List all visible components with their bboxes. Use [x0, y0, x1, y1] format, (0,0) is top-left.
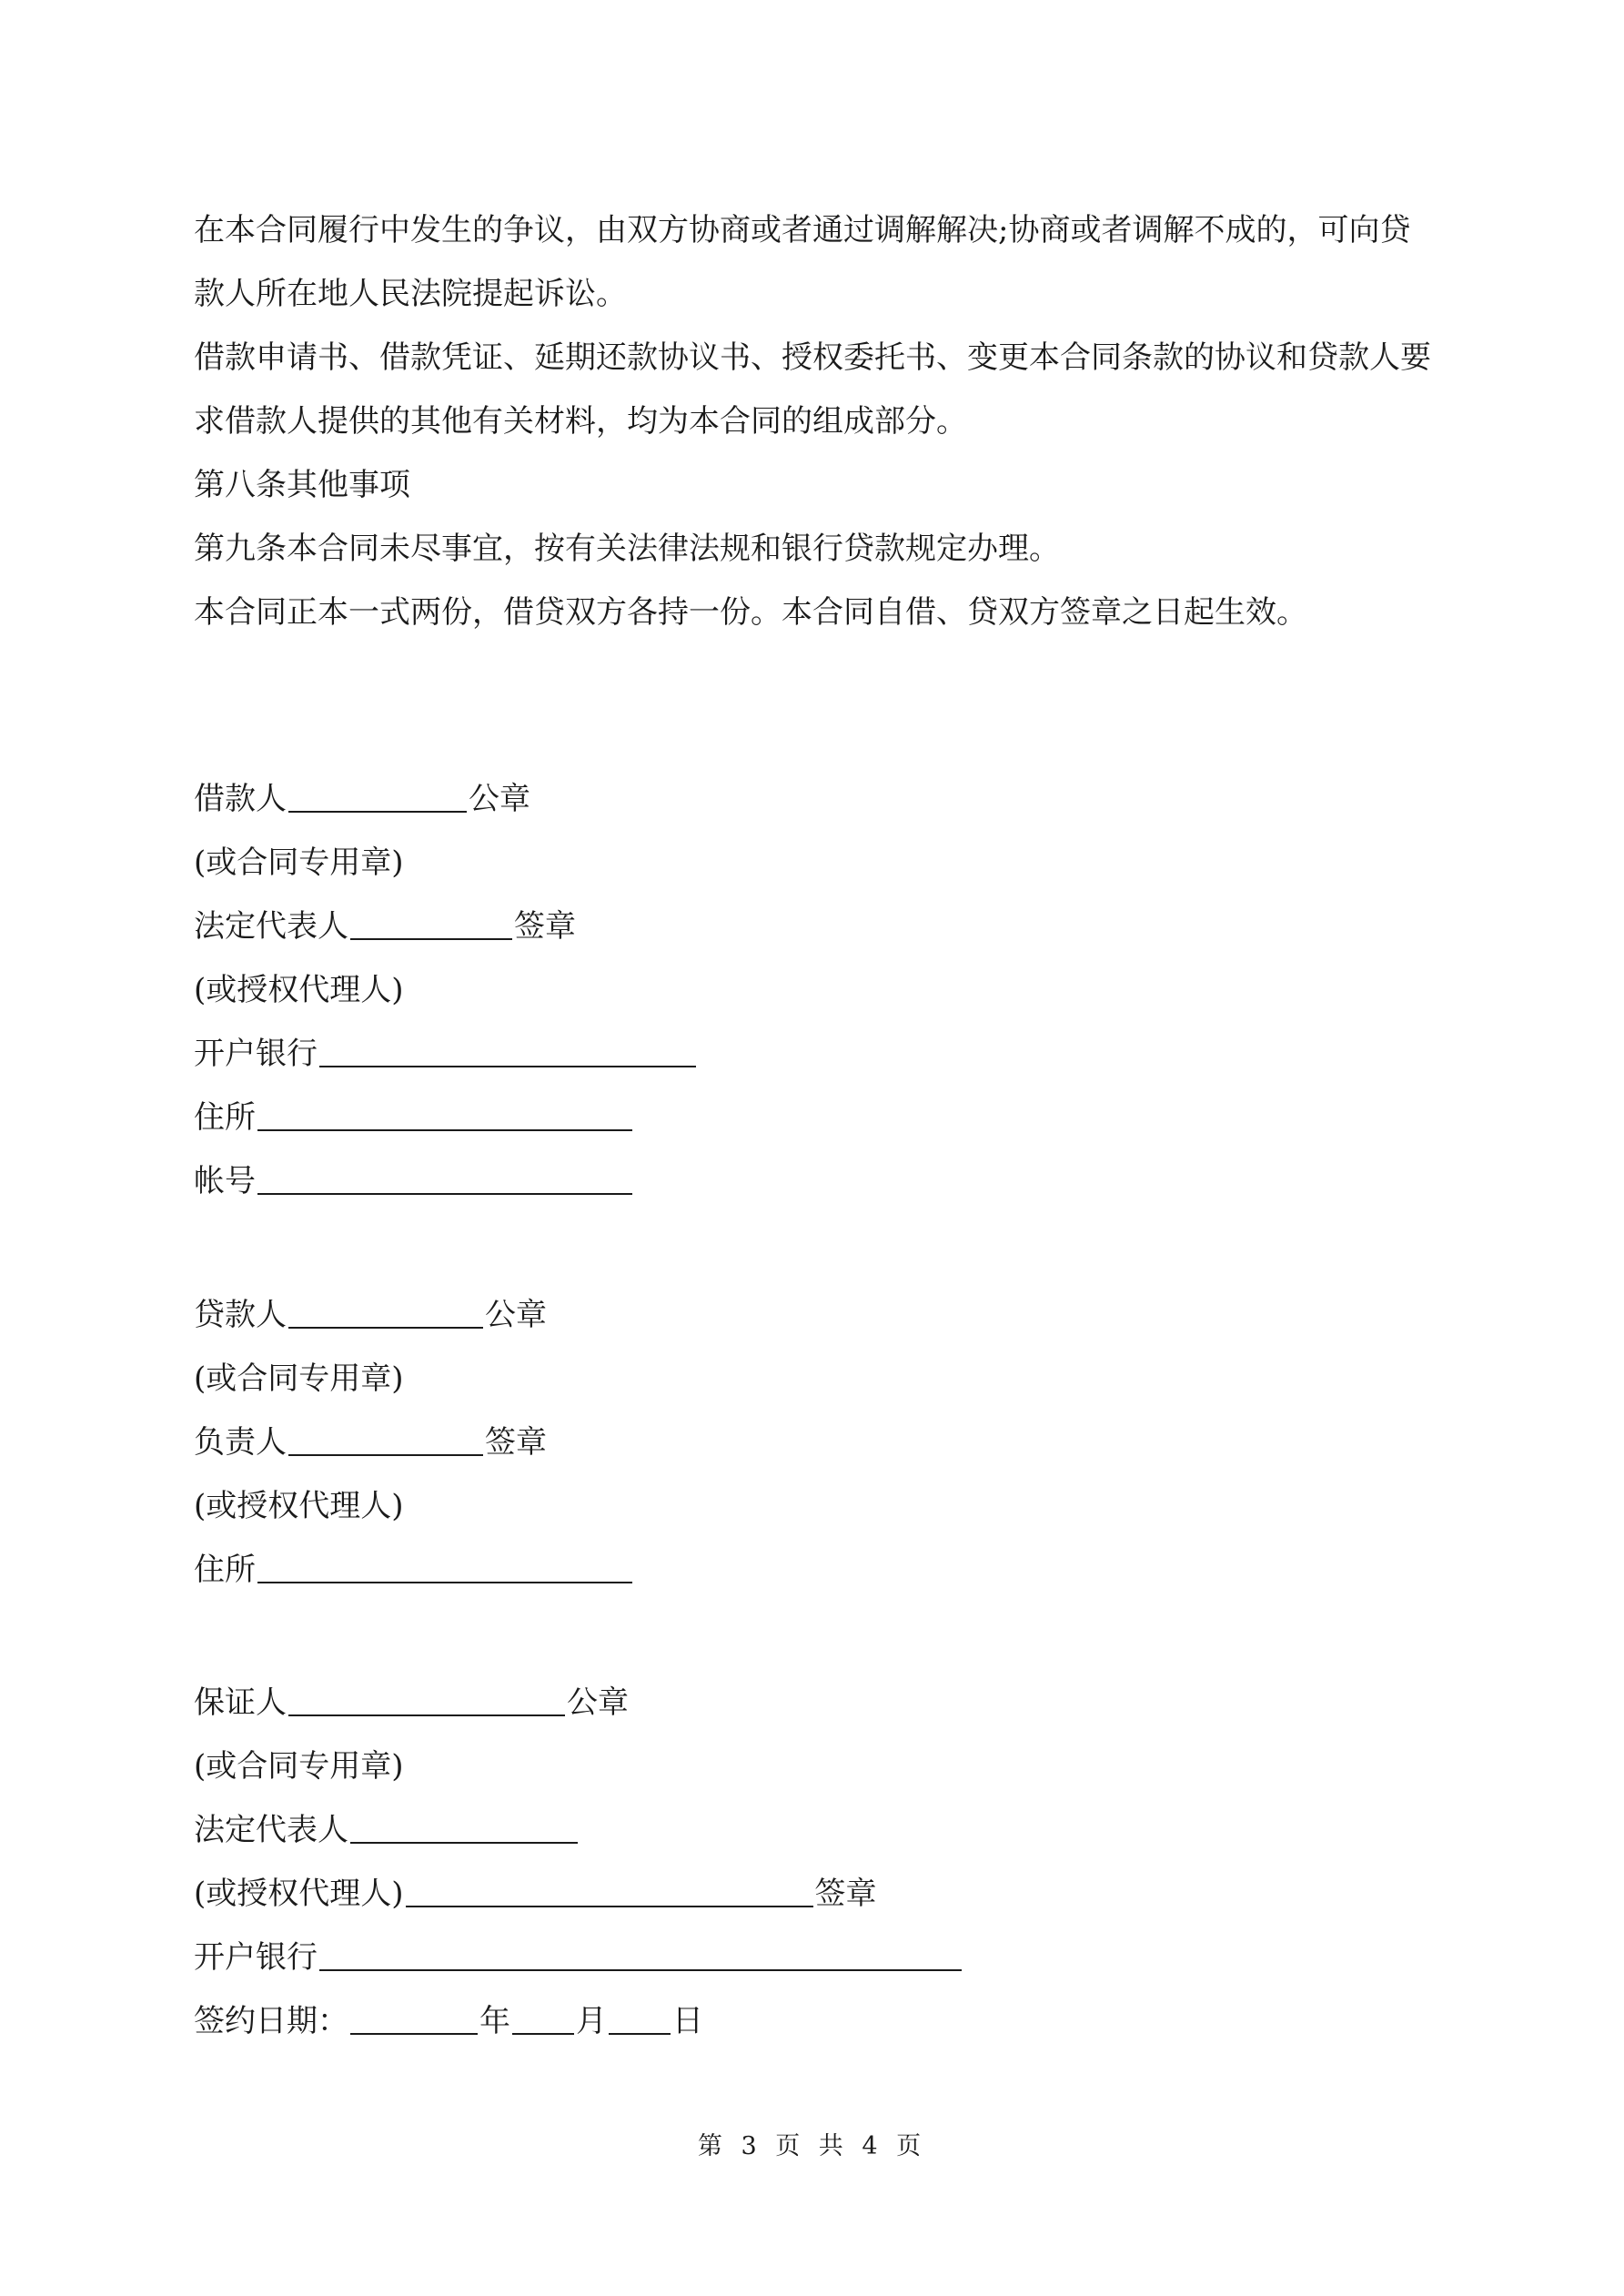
borrower-account-blank — [257, 1162, 632, 1195]
borrower-rep-note-text: (或授权代理人) — [194, 972, 404, 1008]
lender-seal-note-text: (或合同专用章) — [194, 1360, 404, 1397]
signing-year-label: 年 — [479, 2003, 510, 2039]
lender-head-line — [194, 1411, 1286, 1474]
guarantor-name-line — [194, 1671, 1286, 1735]
lender-seal-note — [194, 1347, 1286, 1411]
lender-head-sign-label: 签章 — [485, 1424, 547, 1461]
signing-date-line — [194, 1989, 1286, 2053]
guarantor-agent-line — [194, 1862, 1286, 1926]
borrower-rep-label: 法定代表人 — [194, 908, 348, 945]
lender-address-label: 住所 — [194, 1552, 256, 1588]
guarantor-rep-label: 法定代表人 — [194, 1812, 348, 1848]
guarantor-rep-line — [194, 1798, 1286, 1862]
borrower-rep-note — [194, 958, 1286, 1022]
borrower-account-label: 帐号 — [194, 1163, 256, 1199]
borrower-address-line — [194, 1086, 1286, 1149]
article-eight-heading: 第八条其他事项 — [194, 467, 410, 503]
lender-head-label: 负责人 — [194, 1424, 287, 1461]
guarantor-agent-sign-label: 签章 — [814, 1876, 877, 1912]
guarantor-bank-label: 开户银行 — [194, 1939, 318, 1976]
borrower-label: 借款人 — [194, 781, 287, 817]
lender-name-line — [194, 1283, 1286, 1347]
copies-clause: 本合同正本一式两份，借贷双方各持一份。本合同自借、贷双方签章之日起生效。 — [194, 594, 1307, 631]
signing-day-blank — [609, 2002, 671, 2035]
borrower-bank-label: 开户银行 — [194, 1036, 318, 1072]
lender-signature-block — [194, 1283, 1286, 1602]
signing-day-label: 日 — [672, 2003, 703, 2039]
borrower-rep-line — [194, 895, 1286, 958]
lender-label: 贷款人 — [194, 1297, 287, 1333]
signing-year-blank — [350, 2002, 478, 2035]
lender-head-blank — [288, 1423, 483, 1456]
borrower-bank-line — [194, 1022, 1286, 1086]
guarantor-signature-block — [194, 1671, 1286, 2053]
borrower-address-blank — [257, 1098, 632, 1131]
lender-head-note — [194, 1474, 1286, 1538]
guarantor-bank-line — [194, 1926, 1286, 1989]
article-nine-clause: 第九条本合同未尽事宜，按有关法律法规和银行贷款规定办理。 — [194, 531, 1060, 567]
lender-address-line — [194, 1538, 1286, 1602]
guarantor-rep-blank — [350, 1811, 578, 1844]
guarantor-seal-note — [194, 1735, 1286, 1798]
guarantor-name-blank — [288, 1684, 565, 1716]
signing-month-label: 月 — [576, 2003, 607, 2039]
borrower-name-blank — [288, 780, 467, 813]
lender-head-note-text: (或授权代理人) — [194, 1488, 404, 1524]
guarantor-seal-label: 公章 — [567, 1684, 629, 1721]
borrower-address-label: 住所 — [194, 1099, 256, 1136]
contract-body — [194, 198, 1440, 644]
guarantor-agent-label: (或授权代理人) — [194, 1876, 404, 1912]
borrower-rep-blank — [350, 907, 512, 940]
components-clause: 借款申请书、借款凭证、延期还款协议书、授权委托书、变更本合同条款的协议和贷款人要求借款人提供的其他有关材料，均为本合同的组成部分。 — [194, 339, 1431, 440]
guarantor-label: 保证人 — [194, 1684, 287, 1721]
page-footer: 第 3 页 共 4 页 — [697, 2132, 927, 2160]
signing-date-label: 签约日期： — [194, 2003, 348, 2039]
lender-address-blank — [257, 1551, 632, 1583]
borrower-seal-note — [194, 831, 1286, 895]
borrower-seal-note-text: (或合同专用章) — [194, 845, 404, 881]
guarantor-agent-blank — [406, 1875, 813, 1907]
borrower-seal-label: 公章 — [469, 781, 530, 817]
guarantor-bank-blank — [319, 1938, 962, 1971]
lender-name-blank — [288, 1296, 483, 1329]
lender-seal-label: 公章 — [485, 1297, 547, 1333]
signing-month-blank — [512, 2002, 574, 2035]
borrower-account-line — [194, 1149, 1286, 1213]
guarantor-seal-note-text: (或合同专用章) — [194, 1748, 404, 1785]
borrower-signature-block — [194, 767, 1286, 1213]
borrower-rep-sign-label: 签章 — [514, 908, 576, 945]
borrower-name-line — [194, 767, 1286, 831]
dispute-clause: 在本合同履行中发生的争议，由双方协商或者通过调解解决;协商或者调解不成的，可向贷款人所在地人民法院提起诉讼。 — [194, 212, 1411, 312]
borrower-bank-blank — [319, 1035, 696, 1067]
